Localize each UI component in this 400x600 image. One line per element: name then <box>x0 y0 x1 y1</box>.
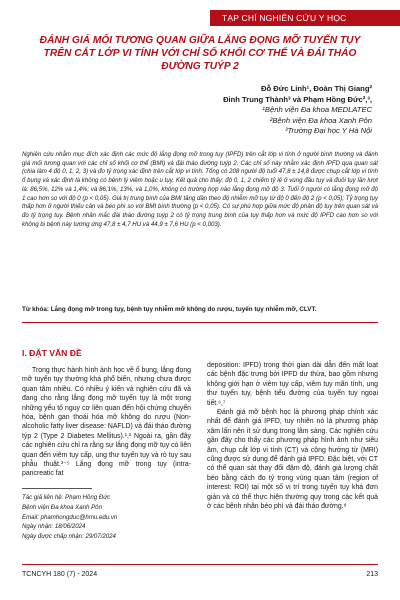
paragraph: Đánh giá mỡ bệnh học là phương pháp chính xác nhất để đánh giá IPFD, tuy nhiên nó là phương pháp xâm lấn nên ít sử dụng trong lâm sàng. Các nghiên cứu gần đây cho thấy các phương pháp hình ảnh như siêu âm, chụp cắt lớp vi tính (CT) và cộng hưởng từ (MRI) cũng được sử dụng để đánh giá IPFD. Đặc biệt, với CT có thể quan sát thay đổi đậm độ, đánh giá lượng chất béo bằng cách đo tỷ trọng vùng quan tâm (region of interest: ROI) tại một số vị trí trong tuyến tụy khá đơn giản và có thể thực hiện thường quy trong các kết quả ở các bệnh nhân béo phì và đái tháo đường.⁸ <box>207 409 378 511</box>
accepted-date: Ngày được chấp nhận: 29/07/2024 <box>22 533 116 541</box>
footer-issue: TCNCYH 180 (7) - 2024 <box>22 571 98 578</box>
footer-divider <box>22 564 378 565</box>
contact-email: Email: phamhongduc@hmu.edu.vn <box>22 513 118 521</box>
affiliation-1: ¹Bệnh viện Đa khoa MEDLATEC <box>262 105 372 114</box>
affiliation-3: ³Trường Đại học Y Hà Nội <box>284 126 372 135</box>
contact-affiliation: Bệnh viện Đa khoa Xanh Pôn <box>22 503 102 511</box>
contact-rule <box>22 488 92 489</box>
section-divider <box>22 322 378 323</box>
authors-line-1: Đỗ Đức Linh¹, Đoàn Thị Giang² <box>261 84 372 93</box>
body-column-right <box>207 361 378 512</box>
affiliation-2: ²Bệnh viện Đa khoa Xanh Pôn <box>269 115 372 125</box>
paragraph: deposition: IPFD) trong thời gian dài dẫn đến mất loạt các bệnh đặc trưng bởi IPFD dư thừa, bao gồm nhưng không giới hạn ở viêm tụy cấp, viêm tụy mãn tính, ung thư tuyến tụy, bệnh tiểu đường của tuyến tụy ngoại tiết.⁶,⁷ <box>207 362 378 407</box>
journal-header: TẠP CHÍ NGHIÊN CỨU Y HỌC <box>210 10 400 26</box>
received-date: Ngày nhận: 18/06/2024 <box>22 523 86 531</box>
abstract: Nghiên cứu nhằm mục đích xác định các mức độ lắng đọng mỡ trong tụy (IPFD) trên cắt lớp vi tính ở người bình thường và đánh giá mối tương quan với các chỉ số khối cơ thể (BMI) và đái tháo đường tuýp 2. Các chỉ số này nhằm xác định IPFD qua quan sát (chia làm 4 độ 0, 1, 2, 3) và đo tỷ trọng xác định trên cắt lớp vi tính. Tổng có 208 người độ tuổi 47,8 ± 14,8 được chụp cắt lớp vi tính ổ bụng và xác định là không có bệnh lý viêm hoặc u tụy. Kết quả cho thấy: độ 0, 1, 2 chiếm tỷ lệ ở vùng đầu tụy và đuôi tụy lần lượt là: 86,5%, 12% và 1,4%; và 86,1%, 13%, và 1,0%, không có trường hợp nào lắng đọng mỡ độ 3. Tuổi ở người có lắng đọng mỡ độ 1 cao hơn so với độ 0 (p < 0,05). Giá trị trung bình của BMI tăng dần theo độ nhiễm mỡ tụy từ độ 0 đến độ 2 (p < 0,05); Tỷ trọng tụy thấp hơn ở người thiếu cân và béo phì so với BMI bình thường (p < 0,05). Có sự phù hợp giữa mức độ phân độ tụy trên quan sát và đo tỷ trọng tụy. Bệnh nhân mắc đái tháo đường tuýp 2 có tỷ trọng trung bình của tụy thấp hơn và mức độ IPFD cao hơn so với không bị bệnh này tương ứng 47,8 ± 4,7 HU và 44,9 ± 7,6 HU (p < 0,003). <box>22 151 378 228</box>
contact-author: Tác giả liên hệ: Phạm Hồng Đức <box>22 494 111 501</box>
article-title: ĐÁNH GIÁ MỐI TƯƠNG QUAN GIỮA LẮNG ĐỌNG MỠ TUYẾN TỤY TRÊN CẮT LỚP VI TÍNH VỚI CHỈ SỐ KHỐI CƠ THỂ VÀ ĐÁI THÁO ĐƯỜNG TUÝP 2 <box>39 35 361 72</box>
contact-info <box>22 493 117 542</box>
section-heading: I. ĐẶT VẤN ĐỀ <box>22 348 82 358</box>
body-column-left <box>22 366 191 479</box>
author-block <box>223 84 372 137</box>
authors-line-2: Đinh Trung Thành³ và Phạm Hồng Đức²,³, <box>223 94 372 104</box>
page-number: 213 <box>366 571 378 578</box>
keywords: Từ khóa: Lắng đọng mỡ trong tụy, bệnh tụy nhiễm mỡ không do rượu, tuyến tụy nhiễm mỡ, CLVT. <box>22 306 317 313</box>
paragraph: Trong thực hành hình ảnh học về ổ bụng, lắng đọng mỡ tuyến tụy thường khá phổ biến, nhưng chưa được quan tâm nhiều. Có nhiều ý kiến và nghiên cứu đã và đang cho rằng lắng đọng mỡ tuyến tụy là một trong những yếu tố nguy cơ liên quan đến hội chứng chuyển hóa, bệnh gan thoái hóa mỡ không do rượu (Non-alcoholic fatty liver disease: NAFLD) và đái tháo đường týp 2 (Type 2 Diabetes Mellitus).¹,² Ngoài ra, gần đây các nghiên cứu chỉ ra rằng sự lắng đọng mỡ tụy có liên quan đến viêm tụy cấp, ung thư tuyến tụy và rò tụy sau phẫu thuật.³⁻⁵ Lắng đọng mỡ trong tụy (intra-pancreatic fat <box>22 367 191 478</box>
